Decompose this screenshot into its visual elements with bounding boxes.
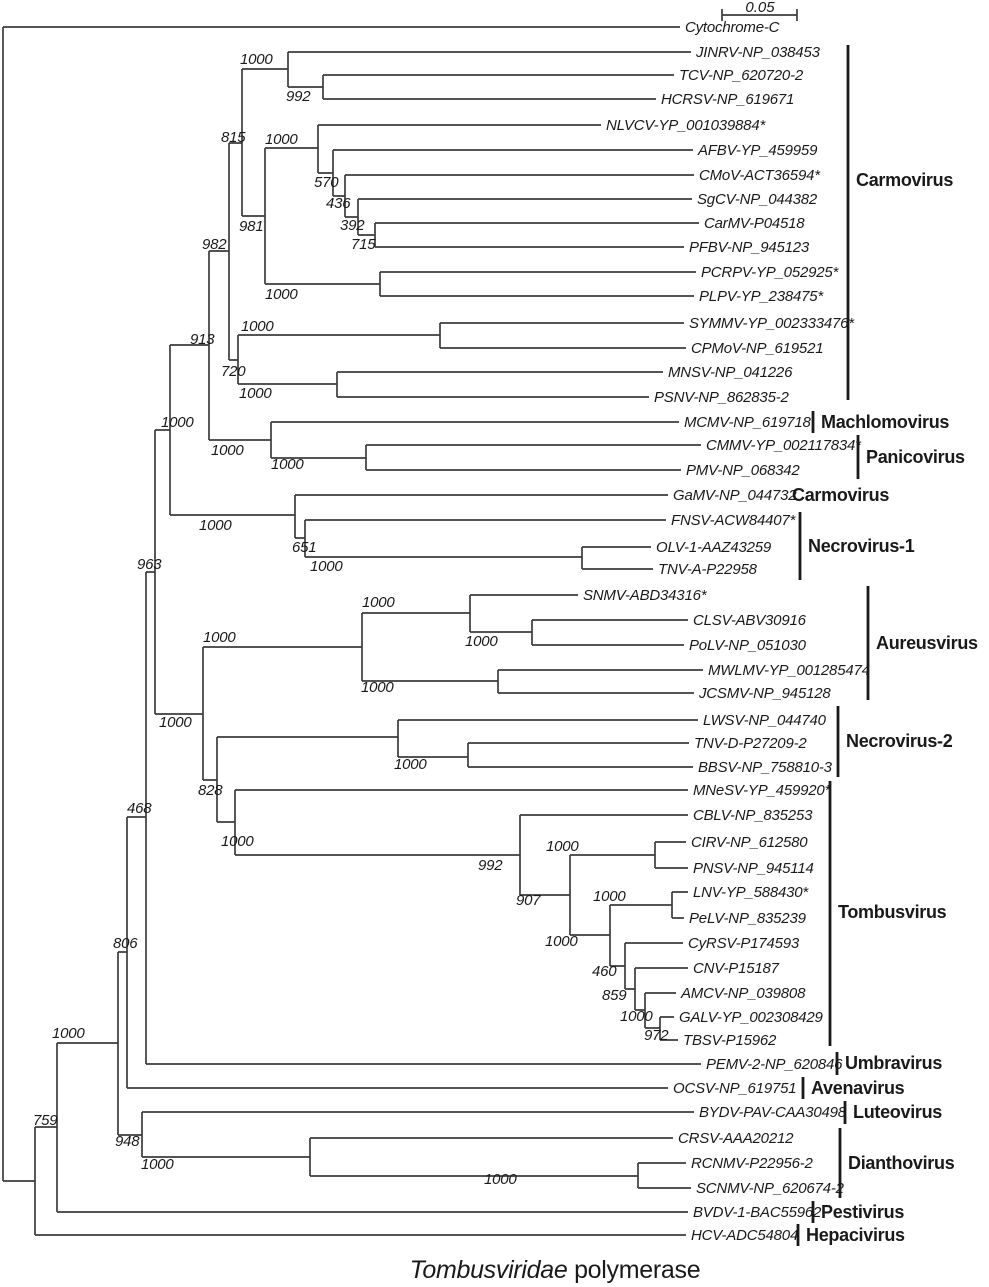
taxon-label: HCV-ADC54804	[691, 1227, 799, 1244]
figure-title-suffix: polymerase	[567, 1256, 701, 1284]
clade-label: Tombusvirus	[838, 902, 947, 922]
bootstrap-value: 460	[592, 963, 617, 980]
bootstrap-value: 715	[351, 236, 376, 253]
bootstrap-value: 972	[644, 1027, 669, 1044]
figure-title-taxon: Tombusviridae	[409, 1256, 568, 1284]
figure-title	[410, 1256, 701, 1284]
taxon-label: MWLMV-YP_001285474	[708, 662, 870, 679]
bootstrap-value: 1000	[159, 714, 192, 731]
scale-bar-label: 0.05	[745, 0, 775, 16]
bootstrap-value: 1000	[221, 833, 254, 850]
taxon-label: GaMV-NP_044732	[673, 487, 797, 504]
bootstrap-value: 1000	[141, 1156, 174, 1173]
bootstrap-value: 1000	[271, 456, 304, 473]
taxon-label: BBSV-NP_758810-3	[698, 759, 832, 776]
clade-label: Carmovirus	[856, 170, 954, 190]
taxon-label: SYMMV-YP_002333476*	[689, 315, 854, 332]
bootstrap-value: 982	[202, 236, 227, 253]
bootstrap-value: 1000	[241, 318, 274, 335]
bootstrap-value: 859	[602, 987, 627, 1004]
bootstrap-value: 981	[239, 218, 264, 235]
taxon-label: CPMoV-NP_619521	[691, 340, 824, 357]
taxon-label: TNV-D-P27209-2	[694, 735, 807, 752]
taxon-label: RCNMV-P22956-2	[691, 1155, 813, 1172]
taxon-label: PMV-NP_068342	[686, 462, 800, 479]
scale-bar	[722, 0, 797, 21]
taxon-label: CyRSV-P174593	[688, 935, 800, 952]
bootstrap-value: 1000	[361, 679, 394, 696]
clade-label: Avenavirus	[811, 1078, 905, 1098]
bootstrap-value: 992	[478, 857, 503, 874]
bootstrap-value: 1000	[199, 517, 232, 534]
bootstrap-value: 1000	[265, 286, 298, 303]
taxon-label: CLSV-ABV30916	[693, 612, 806, 629]
taxon-label: SgCV-NP_044382	[697, 191, 818, 208]
bootstrap-value: 720	[221, 363, 246, 380]
taxon-label: AFBV-YP_459959	[698, 142, 818, 159]
taxon-label: AMCV-NP_039808	[681, 985, 806, 1002]
bootstrap-value: 948	[115, 1133, 140, 1150]
bootstrap-value: 963	[137, 556, 162, 573]
bootstrap-value: 1000	[484, 1171, 517, 1188]
taxon-label: OLV-1-AAZ43259	[656, 539, 772, 556]
bootstrap-value: 651	[292, 539, 317, 556]
taxon-label: CMoV-ACT36594*	[699, 167, 820, 184]
bootstrap-value: 1000	[546, 838, 579, 855]
bootstrap-value: 392	[340, 217, 365, 234]
bootstrap-value: 1000	[265, 131, 298, 148]
clade-label: Hepacivirus	[806, 1225, 905, 1245]
clade-label: Luteovirus	[853, 1102, 943, 1122]
taxon-label: SCNMV-NP_620674-2	[696, 1180, 844, 1197]
bootstrap-value: 436	[326, 195, 351, 212]
bootstrap-value: 806	[113, 935, 138, 952]
bootstrap-value: 1000	[239, 385, 272, 402]
taxon-label: PeLV-NP_835239	[689, 910, 806, 927]
taxon-label: Cytochrome-C	[685, 19, 780, 36]
taxon-label: TCV-NP_620720-2	[679, 67, 804, 84]
bootstrap-value: 468	[127, 800, 152, 817]
taxon-label: PEMV-2-NP_620846	[706, 1056, 843, 1073]
bootstrap-value: 759	[33, 1112, 58, 1129]
tree-branches	[3, 27, 703, 1235]
bootstrap-value: 1000	[310, 558, 343, 575]
taxon-label: FNSV-ACW84407*	[671, 512, 796, 529]
bootstrap-value: 1000	[161, 414, 194, 431]
taxon-label: NLVCV-YP_001039884*	[606, 117, 766, 134]
bootstrap-value: 570	[314, 174, 339, 191]
taxon-label: CNV-P15187	[693, 960, 779, 977]
taxon-label: PSNV-NP_862835-2	[654, 389, 789, 406]
taxon-label: LWSV-NP_044740	[703, 712, 826, 729]
taxon-label: PCRPV-YP_052925*	[701, 264, 839, 281]
taxon-label: TNV-A-P22958	[658, 561, 757, 578]
taxon-label: OCSV-NP_619751	[673, 1080, 797, 1097]
bootstrap-value: 1000	[465, 633, 498, 650]
taxon-label: PoLV-NP_051030	[689, 637, 806, 654]
taxon-label: LNV-YP_588430*	[693, 884, 809, 901]
clade-label: Machlomovirus	[821, 412, 950, 432]
taxon-label: JCSMV-NP_945128	[699, 685, 831, 702]
bootstrap-value: 1000	[52, 1025, 85, 1042]
taxon-label: CarMV-P04518	[704, 215, 805, 232]
bootstrap-value: 1000	[211, 442, 244, 459]
taxon-label: CBLV-NP_835253	[693, 807, 813, 824]
bootstrap-value: 815	[221, 129, 246, 146]
bootstrap-value: 1000	[545, 933, 578, 950]
clade-label: Panicovirus	[866, 447, 965, 467]
taxon-label: PFBV-NP_945123	[689, 239, 810, 256]
bootstrap-value: 1000	[593, 888, 626, 905]
clade-label: Pestivirus	[821, 1202, 905, 1222]
clade-label: Dianthovirus	[848, 1153, 955, 1173]
bootstrap-value: 907	[516, 892, 541, 909]
taxon-label: BYDV-PAV-CAA30498	[699, 1104, 846, 1121]
bootstrap-value: 992	[286, 88, 311, 105]
taxon-label: MNeSV-YP_459920*	[693, 782, 831, 799]
bootstrap-value: 1000	[394, 756, 427, 773]
clade-label: Necrovirus-2	[846, 731, 953, 751]
taxon-label: CIRV-NP_612580	[691, 834, 808, 851]
taxon-label: TBSV-P15962	[683, 1032, 777, 1049]
taxon-label: JINRV-NP_038453	[696, 44, 820, 61]
clade-label: Necrovirus-1	[808, 536, 915, 556]
bootstrap-value: 1000	[203, 629, 236, 646]
taxon-label: CRSV-AAA20212	[678, 1130, 794, 1147]
clade-label: Umbravirus	[845, 1053, 943, 1073]
taxon-label: HCRSV-NP_619671	[661, 91, 795, 108]
taxon-label: MNSV-NP_041226	[668, 364, 793, 381]
taxon-label: BVDV-1-BAC55962	[693, 1204, 822, 1221]
bootstrap-value: 828	[198, 782, 223, 799]
taxon-label: CMMV-YP_002117834*	[706, 437, 861, 454]
bootstrap-value: 1000	[240, 51, 273, 68]
clade-label: Carmovirus	[792, 485, 890, 505]
taxon-label: PNSV-NP_945114	[693, 860, 814, 877]
taxon-label: PLPV-YP_238475*	[699, 288, 824, 305]
taxon-label: SNMV-ABD34316*	[583, 587, 707, 604]
bootstrap-value: 913	[190, 331, 215, 348]
taxon-label: MCMV-NP_619718	[684, 414, 811, 431]
clade-label: Aureusvirus	[876, 633, 978, 653]
bootstrap-value: 1000	[362, 594, 395, 611]
bootstrap-value: 1000	[620, 1008, 653, 1025]
taxon-label: GALV-YP_002308429	[679, 1009, 823, 1026]
